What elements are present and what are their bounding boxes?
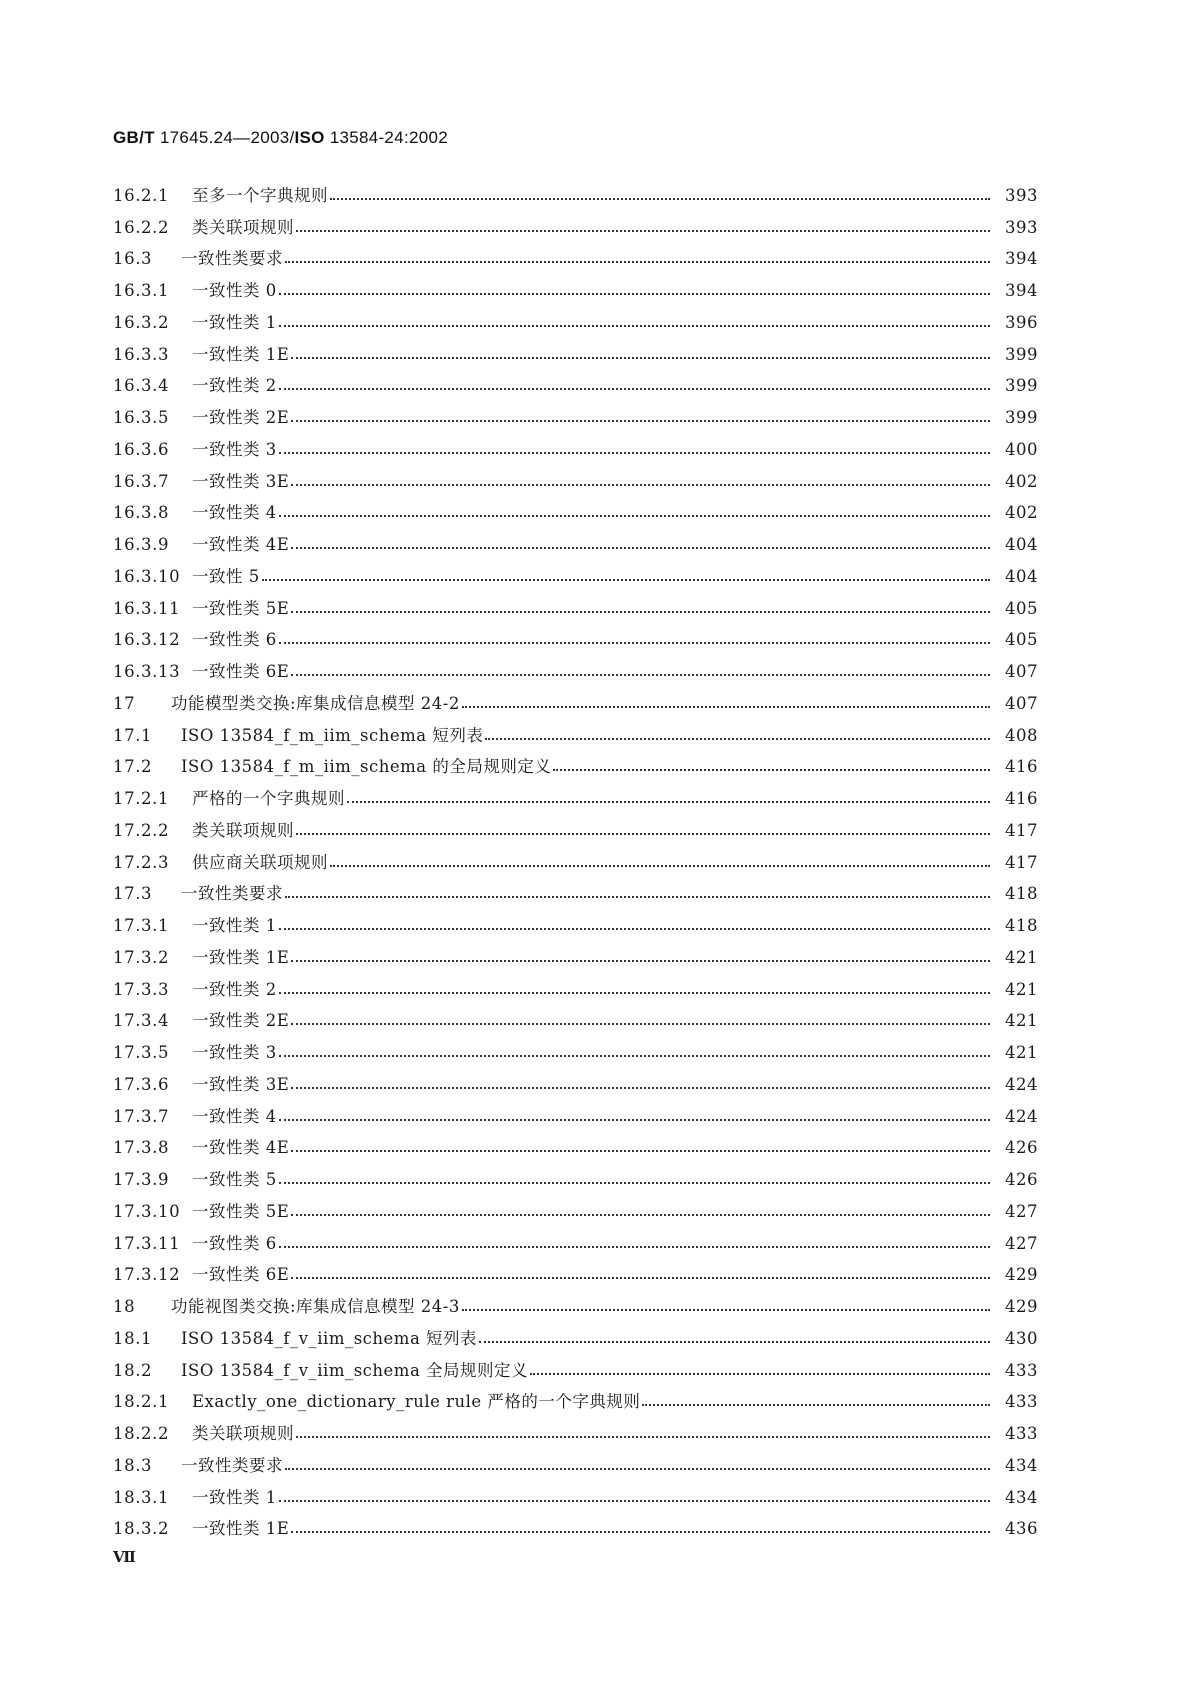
toc-entry-number: 17.2.2 [113, 820, 170, 840]
toc-entry-number: 17 [113, 693, 136, 713]
toc-entry[interactable] [113, 1196, 1038, 1228]
toc-entry-number: 17.3.1 [113, 916, 170, 936]
toc-entry-title: 一致性类 3E [192, 1074, 290, 1094]
toc-entry-number: 16.3.5 [113, 408, 170, 428]
toc-dot-leader [279, 281, 990, 301]
toc-entry-page: 421 [1005, 979, 1038, 999]
toc-entry-title: 一致性 5 [192, 566, 260, 586]
toc-entry-page: 424 [1005, 1074, 1038, 1094]
toc-entry-number: 16.3.7 [113, 471, 170, 491]
toc-dot-leader [291, 1138, 990, 1158]
toc-entry[interactable] [113, 752, 1038, 784]
toc-entry-page: 399 [1005, 344, 1038, 364]
toc-entry-title: 一致性类 0 [192, 281, 277, 301]
toc-entry-page: 417 [1005, 820, 1038, 840]
toc-entry-page: 404 [1005, 566, 1038, 586]
toc-entry-number: 17.3.12 [113, 1265, 181, 1285]
toc-entry[interactable] [113, 1418, 1038, 1450]
toc-entry-number: 18 [113, 1297, 136, 1317]
toc-entry-title: 一致性类 5E [192, 598, 290, 618]
toc-dot-leader [279, 980, 990, 1000]
toc-entry-page: 396 [1005, 312, 1038, 332]
toc-entry-page: 434 [1005, 1487, 1038, 1507]
toc-entry-title: 一致性类 6 [192, 630, 277, 650]
toc-dot-leader [279, 503, 990, 523]
header-standard-code: 17645.24—2003/ [154, 128, 295, 147]
toc-entry-title: 一致性类要求 [181, 249, 283, 269]
toc-dot-leader [279, 440, 990, 460]
toc-entry-page: 416 [1005, 789, 1038, 809]
toc-entry-number: 16.3.13 [113, 662, 181, 682]
toc-entry-number: 17.3.4 [113, 1011, 170, 1031]
toc-entry-number: 16.2.2 [113, 217, 170, 237]
toc-entry-page: 393 [1005, 217, 1038, 237]
toc-entry-number: 17.3.10 [113, 1201, 181, 1221]
toc-entry-title: 一致性类 4E [192, 535, 290, 555]
toc-entry-number: 18.2.2 [113, 1424, 170, 1444]
toc-entry-title: 一致性类 5 [192, 1170, 277, 1190]
toc-dot-leader [291, 472, 990, 492]
toc-entry-number: 17.3.2 [113, 947, 170, 967]
toc-entry-number: 16.3.3 [113, 344, 170, 364]
toc-entry[interactable] [113, 561, 1038, 593]
toc-entry[interactable] [113, 339, 1038, 371]
toc-entry-number: 17.3.7 [113, 1106, 170, 1126]
toc-entry-number: 17.3.8 [113, 1138, 170, 1158]
toc-entry-title: 一致性类要求 [181, 884, 283, 904]
toc-entry-page: 427 [1005, 1201, 1038, 1221]
toc-entry-title: 严格的一个字典规则 [192, 789, 345, 809]
toc-entry-title: 一致性类 6E [192, 1265, 290, 1285]
toc-dot-leader [279, 916, 990, 936]
toc-entry-number: 18.3.1 [113, 1487, 170, 1507]
toc-entry-number: 16.3.4 [113, 376, 170, 396]
toc-dot-leader [479, 1329, 990, 1349]
toc-entry-title: 一致性类 1 [192, 916, 277, 936]
toc-dot-leader [330, 853, 990, 873]
toc-entry[interactable] [113, 275, 1038, 307]
toc-entry-number: 17.2 [113, 757, 153, 777]
toc-entry-number: 17.2.3 [113, 852, 170, 872]
toc-entry-number: 17.2.1 [113, 789, 170, 809]
toc-entry-title: ISO 13584_f_v_iim_schema 全局规则定义 [181, 1360, 529, 1380]
toc-entry-page: 417 [1005, 852, 1038, 872]
toc-entry-number: 16.3.2 [113, 312, 170, 332]
toc-entry-title: 一致性类 2E [192, 408, 290, 428]
toc-dot-leader [279, 1488, 990, 1508]
toc-entry-page: 421 [1005, 947, 1038, 967]
toc-entry-page: 436 [1005, 1519, 1038, 1539]
toc-entry-number: 17.3 [113, 884, 153, 904]
toc-entry-title: 一致性类 1E [192, 344, 290, 364]
toc-entry-title: 类关联项规则 [192, 217, 294, 237]
toc-entry-number: 16.3.8 [113, 503, 170, 523]
toc-entry[interactable] [113, 942, 1038, 974]
toc-entry[interactable] [113, 1291, 1038, 1323]
toc-entry-title: ISO 13584_f_m_iim_schema 的全局规则定义 [181, 757, 552, 777]
toc-entry[interactable] [113, 1260, 1038, 1292]
toc-dot-leader [285, 884, 990, 904]
toc-dot-leader [285, 249, 990, 269]
toc-dot-leader [291, 1202, 990, 1222]
toc-entry-number: 16.3 [113, 249, 153, 269]
toc-dot-leader [462, 694, 990, 714]
toc-entry-number: 16.3.12 [113, 630, 181, 650]
toc-dot-leader [485, 726, 990, 746]
toc-entry-title: 一致性类 5E [192, 1201, 290, 1221]
toc-entry-title: 功能视图类交换:库集成信息模型 24-3 [171, 1297, 460, 1317]
toc-entry-title: 一致性类 2 [192, 979, 277, 999]
toc-entry[interactable] [113, 371, 1038, 403]
toc-dot-leader [296, 1424, 990, 1444]
table-of-contents [113, 180, 1038, 1545]
toc-entry-title: 一致性类 6E [192, 662, 290, 682]
toc-entry-page: 433 [1005, 1392, 1038, 1412]
toc-entry-number: 16.3.1 [113, 281, 170, 301]
toc-entry[interactable] [113, 402, 1038, 434]
toc-dot-leader [291, 1075, 990, 1095]
toc-entry-page: 418 [1005, 884, 1038, 904]
toc-entry-title: 一致性类 4E [192, 1138, 290, 1158]
toc-dot-leader [262, 567, 990, 587]
toc-dot-leader [291, 1519, 990, 1539]
toc-dot-leader [642, 1392, 990, 1412]
toc-entry[interactable] [113, 180, 1038, 212]
toc-dot-leader [530, 1361, 990, 1381]
toc-entry-page: 429 [1005, 1265, 1038, 1285]
toc-dot-leader [296, 218, 990, 238]
toc-dot-leader [279, 313, 990, 333]
toc-entry-page: 429 [1005, 1297, 1038, 1317]
toc-entry[interactable] [113, 879, 1038, 911]
toc-entry[interactable] [113, 847, 1038, 879]
toc-entry[interactable] [113, 593, 1038, 625]
toc-entry-number: 17.3.11 [113, 1233, 181, 1253]
header-iso-prefix: ISO [294, 128, 325, 147]
toc-entry-page: 408 [1005, 725, 1038, 745]
toc-entry-number: 17.3.6 [113, 1074, 170, 1094]
toc-entry-page: 399 [1005, 408, 1038, 428]
toc-entry-title: 一致性类 3E [192, 471, 290, 491]
toc-entry-number: 16.3.10 [113, 566, 181, 586]
toc-entry-page: 400 [1005, 439, 1038, 459]
toc-entry[interactable] [113, 1069, 1038, 1101]
toc-entry-title: Exactly_one_dictionary_rule rule 严格的一个字典规则 [192, 1392, 641, 1412]
toc-entry[interactable] [113, 656, 1038, 688]
toc-entry-number: 17.3.5 [113, 1043, 170, 1063]
toc-entry-title: 一致性类 2 [192, 376, 277, 396]
toc-entry-page: 407 [1005, 693, 1038, 713]
toc-entry-title: ISO 13584_f_m_iim_schema 短列表 [181, 725, 484, 745]
toc-entry-number: 18.3 [113, 1455, 153, 1475]
toc-entry[interactable] [113, 1514, 1038, 1546]
toc-entry[interactable] [113, 212, 1038, 244]
toc-entry-title: 供应商关联项规则 [192, 852, 328, 872]
toc-dot-leader [285, 1456, 990, 1476]
toc-entry-title: 一致性类 6 [192, 1233, 277, 1253]
toc-entry[interactable] [113, 815, 1038, 847]
toc-entry-page: 394 [1005, 249, 1038, 269]
toc-entry-page: 434 [1005, 1455, 1038, 1475]
toc-entry[interactable] [113, 1387, 1038, 1419]
toc-entry[interactable] [113, 1037, 1038, 1069]
toc-entry-title: 一致性类 1 [192, 312, 277, 332]
toc-entry[interactable] [113, 625, 1038, 657]
toc-entry-title: 至多一个字典规则 [192, 185, 328, 205]
header-iso-code: 13584-24:2002 [324, 128, 448, 147]
toc-dot-leader [291, 948, 990, 968]
toc-entry-page: 427 [1005, 1233, 1038, 1253]
toc-entry-title: 功能模型类交换:库集成信息模型 24-2 [171, 693, 460, 713]
toc-entry[interactable] [113, 783, 1038, 815]
toc-entry[interactable] [113, 688, 1038, 720]
toc-entry-number: 16.3.11 [113, 598, 181, 618]
toc-entry-page: 407 [1005, 662, 1038, 682]
toc-entry-page: 433 [1005, 1424, 1038, 1444]
toc-entry-page: 402 [1005, 503, 1038, 523]
toc-entry[interactable] [113, 434, 1038, 466]
toc-entry-page: 426 [1005, 1170, 1038, 1190]
toc-entry[interactable] [113, 307, 1038, 339]
toc-entry[interactable] [113, 1164, 1038, 1196]
toc-entry-number: 17.1 [113, 725, 153, 745]
toc-dot-leader [279, 1170, 990, 1190]
toc-entry-page: 418 [1005, 916, 1038, 936]
toc-entry-page: 421 [1005, 1043, 1038, 1063]
toc-entry-title: 一致性类 1 [192, 1487, 277, 1507]
toc-entry-page: 433 [1005, 1360, 1038, 1380]
toc-dot-leader [296, 821, 990, 841]
toc-entry-number: 18.3.2 [113, 1519, 170, 1539]
toc-dot-leader [279, 1043, 990, 1063]
toc-dot-leader [279, 1107, 990, 1127]
toc-dot-leader [279, 376, 990, 396]
toc-entry-page: 416 [1005, 757, 1038, 777]
toc-entry-title: 一致性类 1E [192, 1519, 290, 1539]
toc-entry-title: ISO 13584_f_v_iim_schema 短列表 [181, 1328, 478, 1348]
document-header [113, 128, 448, 148]
toc-dot-leader [279, 1234, 990, 1254]
toc-entry-page: 402 [1005, 471, 1038, 491]
toc-entry[interactable] [113, 1101, 1038, 1133]
toc-entry-title: 类关联项规则 [192, 1424, 294, 1444]
toc-entry-page: 394 [1005, 281, 1038, 301]
toc-entry[interactable] [113, 1006, 1038, 1038]
toc-entry[interactable] [113, 974, 1038, 1006]
toc-entry[interactable] [113, 720, 1038, 752]
toc-dot-leader [279, 630, 990, 650]
toc-entry-title: 类关联项规则 [192, 820, 294, 840]
toc-entry-page: 399 [1005, 376, 1038, 396]
toc-entry-title: 一致性类要求 [181, 1455, 283, 1475]
toc-dot-leader [291, 345, 990, 365]
toc-entry-title: 一致性类 3 [192, 1043, 277, 1063]
toc-entry-number: 17.3.3 [113, 979, 170, 999]
toc-entry-title: 一致性类 3 [192, 439, 277, 459]
toc-entry[interactable] [113, 244, 1038, 276]
toc-dot-leader [291, 599, 990, 619]
toc-entry[interactable] [113, 910, 1038, 942]
toc-entry[interactable] [113, 498, 1038, 530]
header-standard-prefix: GB/T [113, 128, 155, 147]
toc-entry[interactable] [113, 466, 1038, 498]
toc-entry-title: 一致性类 4 [192, 1106, 277, 1126]
toc-entry[interactable] [113, 1482, 1038, 1514]
toc-dot-leader [291, 408, 990, 428]
toc-entry[interactable] [113, 1133, 1038, 1165]
toc-entry-number: 18.1 [113, 1328, 153, 1348]
toc-entry-page: 404 [1005, 535, 1038, 555]
toc-dot-leader [553, 757, 990, 777]
toc-entry-page: 405 [1005, 598, 1038, 618]
toc-dot-leader [462, 1297, 990, 1317]
toc-entry-page: 421 [1005, 1011, 1038, 1031]
toc-dot-leader [291, 535, 990, 555]
toc-dot-leader [291, 662, 990, 682]
toc-entry-number: 17.3.9 [113, 1170, 170, 1190]
toc-entry-title: 一致性类 1E [192, 947, 290, 967]
toc-entry-number: 16.2.1 [113, 185, 170, 205]
toc-entry-number: 18.2.1 [113, 1392, 170, 1412]
toc-entry[interactable] [113, 1323, 1038, 1355]
toc-entry-page: 424 [1005, 1106, 1038, 1126]
toc-entry[interactable] [113, 1355, 1038, 1387]
toc-entry-number: 16.3.9 [113, 535, 170, 555]
toc-dot-leader [347, 789, 990, 809]
toc-entry[interactable] [113, 529, 1038, 561]
toc-entry-number: 18.2 [113, 1360, 153, 1380]
toc-entry[interactable] [113, 1228, 1038, 1260]
toc-dot-leader [330, 186, 990, 206]
toc-entry[interactable] [113, 1450, 1038, 1482]
toc-entry-title: 一致性类 2E [192, 1011, 290, 1031]
toc-entry-number: 16.3.6 [113, 439, 170, 459]
toc-entry-page: 430 [1005, 1328, 1038, 1348]
toc-entry-title: 一致性类 4 [192, 503, 277, 523]
toc-dot-leader [291, 1011, 990, 1031]
toc-entry-page: 405 [1005, 630, 1038, 650]
toc-dot-leader [291, 1265, 990, 1285]
page-number: Ⅶ [113, 1548, 136, 1566]
toc-entry-page: 393 [1005, 185, 1038, 205]
toc-entry-page: 426 [1005, 1138, 1038, 1158]
